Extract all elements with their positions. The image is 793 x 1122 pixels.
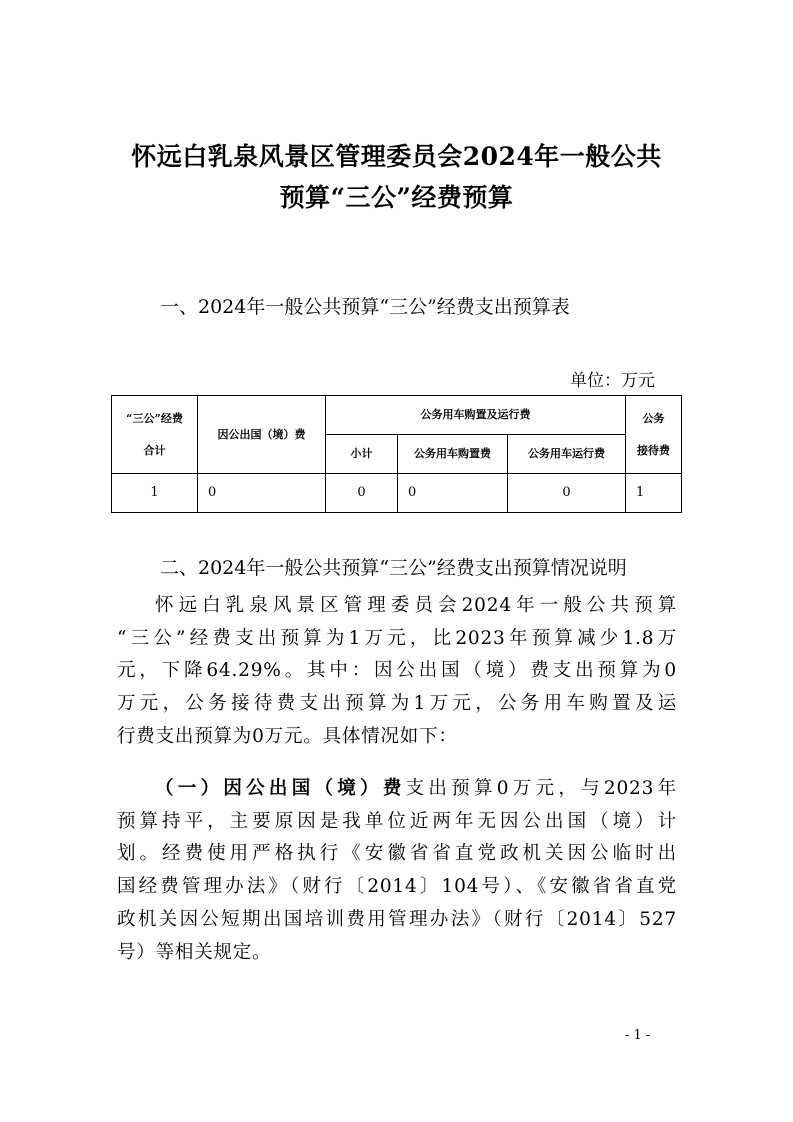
paragraph-line: 国经费管理办法》（财行〔2014〕104号）、《安徽省省直党 <box>117 876 677 898</box>
unit-label: 单位：万元 <box>570 371 655 391</box>
cell-total: 1 <box>112 474 198 513</box>
header-abroad: 因公出国（境）费 <box>198 396 326 474</box>
header-reception-line1: 公务 <box>642 411 665 425</box>
header-vehicle-operation: 公务用车运行费 <box>508 435 626 474</box>
paragraph-line: 行费支出预算为0万元。具体情况如下： <box>117 725 458 747</box>
paragraph-line <box>117 773 677 806</box>
header-reception <box>626 396 682 474</box>
paragraph-abroad <box>117 773 677 969</box>
paragraph-bold-heading: （一）因公出国（境）费 <box>155 778 406 799</box>
header-total-line2: 合计 <box>143 443 166 457</box>
header-total <box>112 396 198 474</box>
cell-vehicle-operation: 0 <box>508 474 626 513</box>
paragraph-line: 元，下降64.29%。其中：因公出国（境）费支出预算为0 <box>117 660 677 682</box>
header-total-line1: “三公”经费 <box>126 411 183 425</box>
paragraph-line: 怀远白乳泉风景区管理委员会2024年一般公共预算 <box>155 595 677 616</box>
header-vehicle-purchase: 公务用车购置费 <box>398 435 508 474</box>
document-title-line2: 预算“三公”经费预算 <box>279 183 514 212</box>
header-vehicle-group: 公务用车购置及运行费 <box>326 396 626 435</box>
cell-vehicle-purchase: 0 <box>398 474 508 513</box>
paragraph-line: 预算持平，主要原因是我单位近两年无因公出国（境）计 <box>117 810 677 832</box>
paragraph-line: 政机关因公短期出国培训费用管理办法》（财行〔2014〕527 <box>117 908 677 930</box>
paragraph-line: “三公”经费支出预算为1万元，比2023年预算减少1.8万 <box>117 627 677 649</box>
cell-abroad: 0 <box>198 474 326 513</box>
budget-table <box>111 395 682 513</box>
paragraph-line: 号）等相关规定。 <box>117 941 272 963</box>
document-title-line1: 怀远白乳泉风景区管理委员会2024年一般公共 <box>131 142 662 171</box>
paragraph-line: 划。经费使用严格执行《安徽省省直党政机关因公临时出 <box>117 843 677 865</box>
paragraph-line: 万元，公务接待费支出预算为1万元，公务用车购置及运 <box>117 693 677 715</box>
header-reception-line2: 接待费 <box>637 443 670 457</box>
paragraph-line-rest: 支出预算0万元，与2023年 <box>405 778 677 799</box>
table-row <box>112 474 682 513</box>
header-vehicle-subtotal: 小计 <box>326 435 398 474</box>
section2-heading: 二、2024年一般公共预算“三公”经费支出预算情况说明 <box>160 557 627 579</box>
cell-reception: 1 <box>626 474 682 513</box>
page-number: - 1 - <box>625 1028 651 1043</box>
paragraph-overview <box>117 590 677 754</box>
cell-vehicle-subtotal: 0 <box>326 474 398 513</box>
section1-heading: 一、2024年一般公共预算“三公”经费支出预算表 <box>160 296 570 318</box>
